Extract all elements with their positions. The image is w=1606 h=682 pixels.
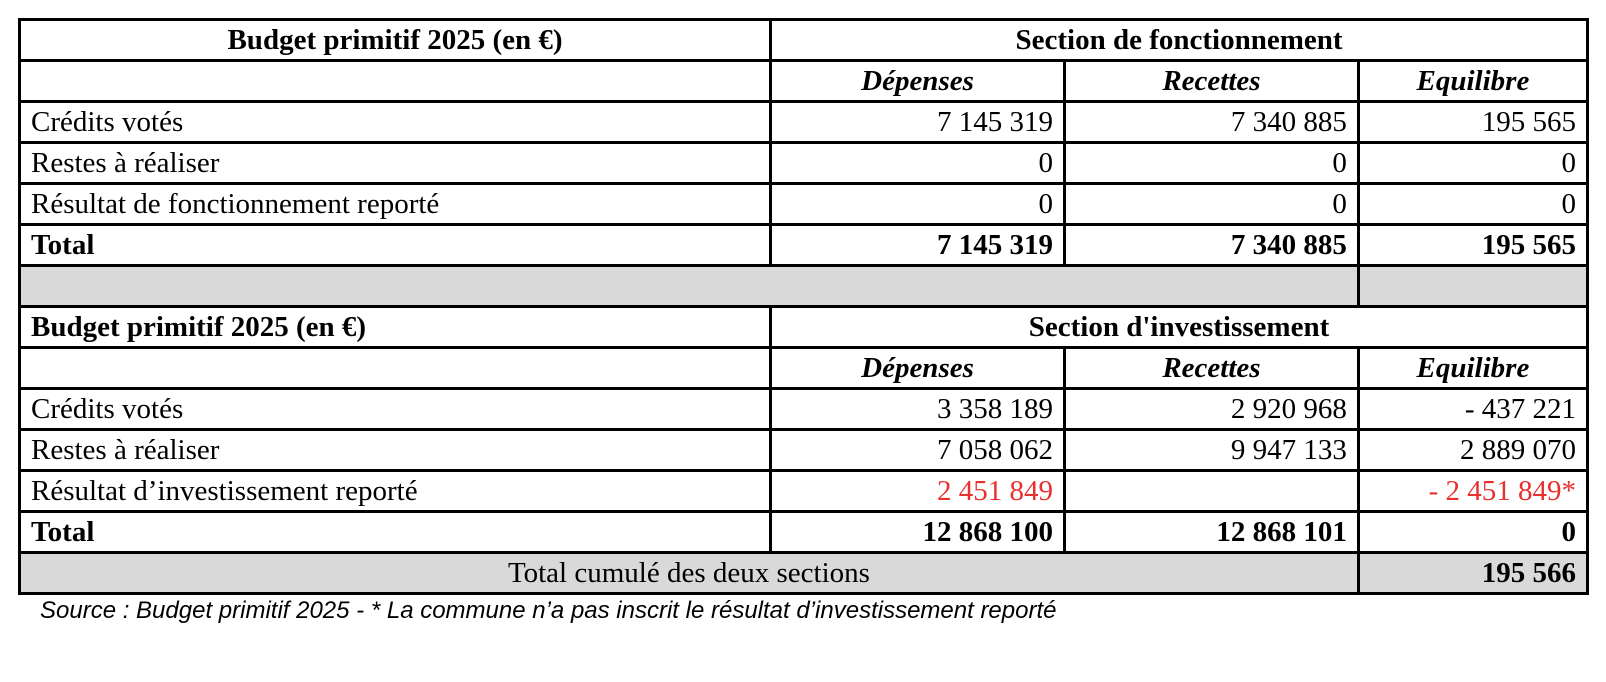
cell-recettes: 7 340 885	[1064, 102, 1358, 143]
cell-recettes	[1064, 471, 1358, 512]
empty-cell	[20, 348, 771, 389]
cell-equilibre: - 437 221	[1358, 389, 1587, 430]
row-label: Restes à réaliser	[20, 430, 771, 471]
table-row	[20, 184, 1588, 225]
invest-title: Budget primitif 2025 (en €)	[20, 307, 771, 348]
col-recettes: Recettes	[1064, 61, 1358, 102]
cell-depenses: 0	[771, 184, 1065, 225]
fonct-title: Budget primitif 2025 (en €)	[20, 20, 771, 61]
cell-depenses: 7 145 319	[771, 102, 1065, 143]
cell-equilibre: 0	[1358, 184, 1587, 225]
cell-recettes: 0	[1064, 184, 1358, 225]
col-equilibre: Equilibre	[1358, 348, 1587, 389]
total-recettes: 7 340 885	[1064, 225, 1358, 266]
total-equilibre: 195 565	[1358, 225, 1587, 266]
invest-total-row	[20, 512, 1588, 553]
cumul-label: Total cumulé des deux sections	[20, 553, 1359, 594]
budget-document	[18, 18, 1589, 625]
spacer-row	[20, 266, 1588, 307]
row-label: Résultat de fonctionnement reporté	[20, 184, 771, 225]
total-depenses: 7 145 319	[771, 225, 1065, 266]
col-depenses: Dépenses	[771, 61, 1065, 102]
cell-equilibre: - 2 451 849*	[1358, 471, 1587, 512]
invest-col-headers	[20, 348, 1588, 389]
cell-depenses: 0	[771, 143, 1065, 184]
total-recettes: 12 868 101	[1064, 512, 1358, 553]
col-equilibre: Equilibre	[1358, 61, 1587, 102]
table-row	[20, 143, 1588, 184]
invest-title-row	[20, 307, 1588, 348]
fonct-title-row	[20, 20, 1588, 61]
fonct-total-row	[20, 225, 1588, 266]
cell-equilibre: 0	[1358, 143, 1587, 184]
cell-depenses: 3 358 189	[771, 389, 1065, 430]
fonct-col-headers	[20, 61, 1588, 102]
cell-recettes: 0	[1064, 143, 1358, 184]
cumul-row	[20, 553, 1588, 594]
empty-cell	[20, 61, 771, 102]
fonct-section-header: Section de fonctionnement	[771, 20, 1588, 61]
total-label: Total	[20, 225, 771, 266]
table-row	[20, 471, 1588, 512]
table-row	[20, 389, 1588, 430]
cell-recettes: 2 920 968	[1064, 389, 1358, 430]
cell-depenses: 7 058 062	[771, 430, 1065, 471]
spacer-cell	[20, 266, 1359, 307]
invest-section-header: Section d'investissement	[771, 307, 1588, 348]
col-depenses: Dépenses	[771, 348, 1065, 389]
row-label: Crédits votés	[20, 389, 771, 430]
table-row	[20, 102, 1588, 143]
total-depenses: 12 868 100	[771, 512, 1065, 553]
total-label: Total	[20, 512, 771, 553]
cell-depenses: 2 451 849	[771, 471, 1065, 512]
cell-recettes: 9 947 133	[1064, 430, 1358, 471]
total-equilibre: 0	[1358, 512, 1587, 553]
row-label: Résultat d’investissement reporté	[20, 471, 771, 512]
cumul-value: 195 566	[1358, 553, 1587, 594]
cell-equilibre: 2 889 070	[1358, 430, 1587, 471]
budget-table	[18, 18, 1589, 595]
cell-equilibre: 195 565	[1358, 102, 1587, 143]
row-label: Crédits votés	[20, 102, 771, 143]
spacer-cell	[1358, 266, 1587, 307]
source-note: Source : Budget primitif 2025 - * La commune n’a pas inscrit le résultat d’investissement reporté	[40, 597, 1057, 624]
col-recettes: Recettes	[1064, 348, 1358, 389]
row-label: Restes à réaliser	[20, 143, 771, 184]
table-row	[20, 430, 1588, 471]
